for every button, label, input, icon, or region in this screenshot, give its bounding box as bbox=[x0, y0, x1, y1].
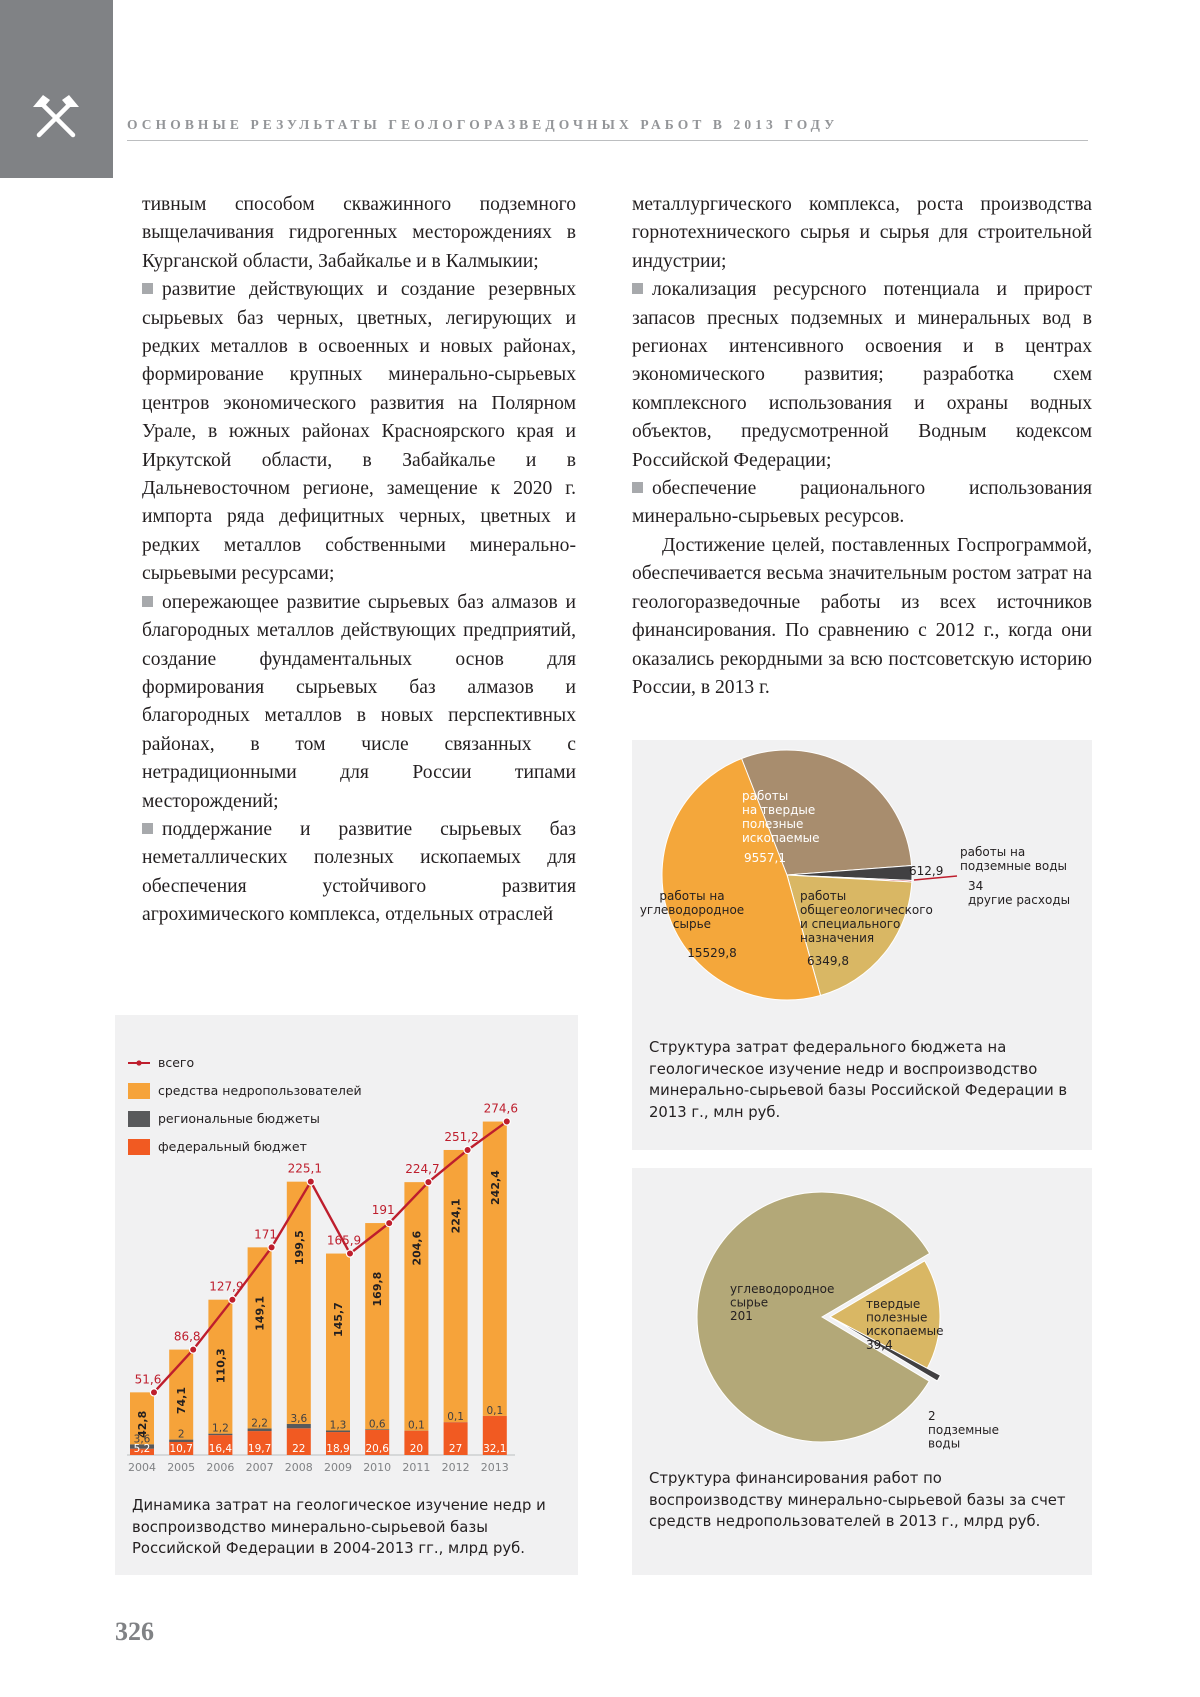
regional-value-label: 3,6 bbox=[133, 1433, 151, 1446]
stacked-bar-chart bbox=[115, 1015, 578, 1490]
total-point bbox=[190, 1346, 197, 1353]
legend-swatch bbox=[128, 1139, 150, 1155]
regional-value-label: 3,6 bbox=[290, 1412, 308, 1425]
bullet-paragraph: обеспечение рационального использования минерально-сырьевых ресурсов. bbox=[632, 475, 1092, 532]
slice-label: сырье bbox=[730, 1295, 769, 1310]
subsoil-value-label: 42,8 bbox=[136, 1410, 149, 1438]
subsoil-value-label: 224,1 bbox=[449, 1198, 463, 1234]
slice-label: на твердые bbox=[742, 803, 816, 817]
bar-chart-caption: Динамика затрат на геологическое изучение недр и воспроизводство минерально-сырьевой базы Российской Федерации в 2004-2013 гг., млрд руб. bbox=[132, 1497, 546, 1557]
total-value-label: 86,8 bbox=[173, 1329, 201, 1344]
regional-value-label: 2,2 bbox=[251, 1417, 268, 1430]
federal-value-label: 20,6 bbox=[365, 1443, 389, 1455]
federal-value-label: 16,4 bbox=[208, 1443, 233, 1455]
paragraph: тивным способом скважинного подземного выщелачивания гидрогенных месторождениях в Курганской области, Забайкалье и в Калмыкии; bbox=[142, 194, 576, 272]
paragraph: металлургического комплекса, роста производства горнотехнического сырья и сырья для строительной индустрии; bbox=[632, 194, 1092, 272]
bullet-paragraph: опережающее развитие сырьевых баз алмазов и благородных металлов действующих предприятий, создание фундаментальных основ для формирования сырьевых баз алмазов и благородных металлов в новых перспективных районах, в том числе связанных с нетрадиционными для России типами месторождений; bbox=[142, 589, 576, 816]
total-value-label: 274,6 bbox=[483, 1101, 518, 1116]
slice-value-label: 34 bbox=[968, 879, 984, 893]
slice-label: другие расходы bbox=[968, 893, 1071, 907]
slice-label: подземные bbox=[928, 1423, 1000, 1437]
slice-label: общегеологического bbox=[800, 903, 933, 917]
pie-chart-2-panel bbox=[632, 1168, 1092, 1575]
chapter-corner-block bbox=[0, 0, 113, 178]
x-tick-label: 2004 bbox=[128, 1461, 156, 1474]
total-point bbox=[229, 1296, 236, 1303]
slice-value-label: 612,9 bbox=[909, 864, 944, 878]
slice-label: назначения bbox=[800, 931, 875, 945]
bullet-paragraph: локализация ресурсного потенциала и прирост запасов пресных подземных и минеральных вод в регионах интенсивного освоения и в центрах экономического развития; разработка схем комплексного использования и охраны водных объектов, предусмотренной Водным кодексом Российской Федерации; bbox=[632, 276, 1092, 475]
pie-chart-1-panel bbox=[632, 740, 1092, 1150]
total-point bbox=[268, 1244, 275, 1251]
slice-label: воды bbox=[928, 1436, 961, 1451]
total-value-label: 51,6 bbox=[134, 1372, 162, 1387]
slice-value-label: 201 bbox=[730, 1309, 753, 1323]
pie-chart-2-caption: Структура финансирования работ по воспроизводству минерально-сырьевой базы за счет средств недропользователей в 2013 г., млрд руб. bbox=[649, 1470, 1066, 1530]
x-tick-label: 2013 bbox=[480, 1461, 509, 1474]
x-tick-label: 2009 bbox=[324, 1461, 352, 1474]
bar-segment-средства-недропользователей bbox=[365, 1223, 389, 1429]
total-value-label: 251,2 bbox=[444, 1129, 479, 1144]
pie-chart-1-caption: Структура затрат федерального бюджета на геологическое изучение недр и воспроизводство минерально-сырьевой базы Российской Федерации в 2013 г., млн руб. bbox=[649, 1039, 1068, 1121]
slice-label: углеводородное bbox=[730, 1282, 835, 1296]
slice-label: ископаемые bbox=[742, 831, 820, 845]
total-value-label: 225,1 bbox=[287, 1161, 322, 1176]
paragraph: Достижение целей, поставленных Госпрограммой, обеспечивается весьма значительным ростом затрат на геологоразведочные работы из всех источников финансирования. По сравнению с 2012 г., когда они оказались рекордными за всю постсоветскую историю России, в 2013 г. bbox=[632, 534, 1092, 698]
slice-label: ископаемые bbox=[866, 1324, 944, 1338]
regional-value-label: 0,1 bbox=[408, 1419, 425, 1432]
total-value-label: 165,9 bbox=[326, 1233, 362, 1248]
total-point bbox=[150, 1389, 157, 1396]
slice-label: полезные bbox=[742, 817, 804, 831]
slice-value-label: 15529,8 bbox=[687, 946, 737, 960]
page-number: 326 bbox=[115, 1617, 154, 1646]
total-point bbox=[464, 1146, 471, 1153]
subsoil-value-label: 199,5 bbox=[292, 1230, 306, 1266]
legend-label: федеральный бюджет bbox=[158, 1139, 307, 1154]
bar-segment-средства-недропользователей bbox=[404, 1182, 428, 1430]
total-value-label: 171 bbox=[254, 1227, 278, 1242]
slice-label: сырье bbox=[672, 917, 712, 931]
legend-label: средства недропользователей bbox=[158, 1083, 362, 1098]
slice-label: твердые bbox=[866, 1297, 921, 1311]
right-text-column bbox=[632, 191, 1092, 702]
bar-segment-средства-недропользователей bbox=[326, 1254, 350, 1431]
regional-value-label: 2 bbox=[177, 1428, 185, 1441]
slice-value-label: 39,4 bbox=[866, 1338, 893, 1352]
subsoil-value-label: 145,7 bbox=[332, 1302, 345, 1337]
federal-value-label: 18,9 bbox=[326, 1443, 350, 1455]
x-tick-label: 2008 bbox=[284, 1461, 313, 1474]
slice-value-label: 9557,1 bbox=[744, 851, 786, 865]
slice-label: углеводородное bbox=[639, 903, 745, 917]
total-value-label: 224,7 bbox=[405, 1162, 440, 1177]
subsoil-value-label: 204,6 bbox=[410, 1230, 424, 1266]
x-tick-label: 2007 bbox=[245, 1461, 274, 1474]
total-point bbox=[307, 1178, 314, 1185]
x-tick-label: 2011 bbox=[402, 1461, 431, 1474]
federal-value-label: 32,1 bbox=[483, 1443, 507, 1455]
slice-label: подземные воды bbox=[960, 859, 1068, 873]
federal-value-label: 5,2 bbox=[133, 1443, 151, 1455]
x-tick-label: 2005 bbox=[167, 1461, 196, 1474]
bar-segment-средства-недропользователей bbox=[483, 1122, 507, 1416]
slice-label: и специального bbox=[800, 917, 901, 931]
x-tick-label: 2012 bbox=[441, 1461, 470, 1474]
bar-chart-panel bbox=[115, 1015, 578, 1575]
slice-label: полезные bbox=[866, 1310, 928, 1325]
bullet-paragraph: поддержание и развитие сырьевых баз неметаллических полезных ископаемых для обеспечения устойчивого развития агрохимического комплекса, отдельных отраслей bbox=[142, 816, 576, 930]
legend-label: региональные бюджеты bbox=[158, 1111, 320, 1126]
x-tick-label: 2010 bbox=[363, 1461, 392, 1474]
slice-label: работы bbox=[800, 889, 847, 903]
regional-value-label: 1,3 bbox=[329, 1419, 347, 1432]
total-value-label: 127,9 bbox=[209, 1279, 244, 1294]
total-value-label: 191 bbox=[371, 1203, 395, 1218]
total-point bbox=[386, 1219, 393, 1226]
crossed-hammers-icon bbox=[30, 90, 82, 142]
legend-swatch bbox=[128, 1111, 150, 1127]
slice-value-label: 2 bbox=[928, 1409, 936, 1423]
total-point bbox=[346, 1250, 353, 1257]
subsoil-users-pie-chart bbox=[632, 1168, 1092, 1458]
regional-value-label: 1,2 bbox=[212, 1422, 229, 1435]
regional-value-label: 0,6 bbox=[368, 1418, 386, 1431]
slice-label: работы на bbox=[960, 845, 1026, 859]
total-point bbox=[425, 1179, 432, 1186]
slice-value-label: 6349,8 bbox=[807, 954, 849, 968]
header-divider bbox=[127, 140, 1088, 141]
federal-value-label: 22 bbox=[292, 1443, 306, 1455]
bullet-paragraph: развитие действующих и создание резервных сырьевых баз черных, цветных, легирующих и редких металлов в освоенных и новых районах, формирование крупных минерально-сырьевых центров экономического развития на Полярном Урале, в южных районах Красноярского края и Иркутской области, в Забайкалье и в Дальневосточном регионе, замещение к 2020 г. импорта ряда дефицитных черных, цветных и редких металлов собственными минерально-сырьевыми ресурсами; bbox=[142, 276, 576, 588]
legend-swatch-total-marker bbox=[136, 1060, 141, 1065]
left-text-column bbox=[142, 191, 576, 930]
legend-label: всего bbox=[158, 1055, 195, 1070]
federal-value-label: 20 bbox=[409, 1443, 424, 1455]
subsoil-value-label: 169,8 bbox=[371, 1271, 385, 1307]
bar-segment-средства-недропользователей bbox=[444, 1150, 468, 1422]
running-header: ОСНОВНЫЕ РЕЗУЛЬТАТЫ ГЕОЛОГОРАЗВЕДОЧНЫХ РАБОТ В 2013 ГОДУ bbox=[127, 117, 839, 132]
subsoil-value-label: 149,1 bbox=[253, 1295, 267, 1331]
regional-value-label: 0,1 bbox=[447, 1411, 464, 1424]
federal-budget-pie-chart bbox=[632, 740, 1092, 1030]
federal-value-label: 19,7 bbox=[247, 1443, 272, 1455]
subsoil-value-label: 74,1 bbox=[175, 1387, 189, 1415]
federal-value-label: 27 bbox=[448, 1443, 463, 1455]
subsoil-value-label: 242,4 bbox=[488, 1170, 502, 1205]
x-tick-label: 2006 bbox=[206, 1461, 235, 1474]
slice-label: работы bbox=[742, 789, 789, 803]
total-point bbox=[503, 1118, 510, 1125]
legend-swatch bbox=[128, 1083, 150, 1099]
federal-value-label: 10,7 bbox=[169, 1443, 193, 1455]
slice-label: работы на bbox=[659, 889, 725, 903]
subsoil-value-label: 110,3 bbox=[214, 1348, 228, 1384]
regional-value-label: 0,1 bbox=[486, 1404, 504, 1417]
